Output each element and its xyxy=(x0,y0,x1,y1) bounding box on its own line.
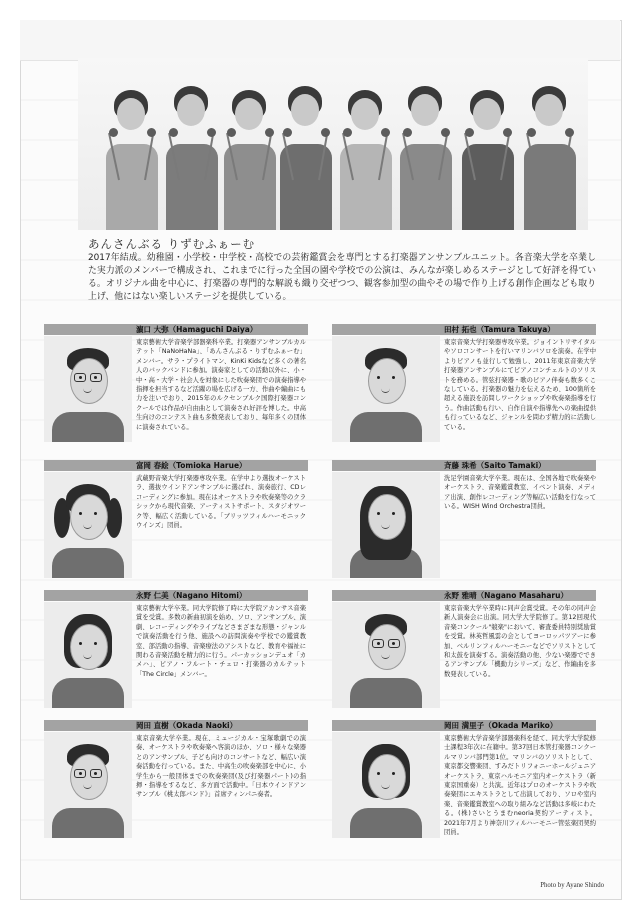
group-member-figure xyxy=(100,80,164,230)
member-bio: 東京藝術大学卒業。同大学院修了時に大学院アカンサス音楽賞を受賞。多数の新曲初演を始め、ソロ、アンサンブル、演劇、レコーディングやライブなどさまざまな形態・ジャンルで演奏活動を行う他、施設への訪問演奏や学校での鑑賞教室、部活動の指導、音楽療法のアシストなど、教育や福祉に関わる音楽活動を精力的に行う。パーカッションデュオ「カメハ」、ピアノ・フルート・チェロ・打楽器のカルテット「The Circle」メンバー。 xyxy=(136,605,306,678)
portrait-illustration xyxy=(44,336,132,442)
member-card xyxy=(332,324,596,444)
member-card xyxy=(44,720,308,840)
group-member-figure xyxy=(274,80,338,230)
member-name: 田村 拓也（Tamura Takuya） xyxy=(332,324,596,335)
member-bio: 武蔵野音楽大学打楽器専攻卒業。在学中より選抜オーケストラ、選抜ウインドアンサンブルに選ばれ、演奏旅行、CDレコーディングに参加。現在はオーケストラや吹奏楽等のクラシックから現代音楽、アーティストサポート、スタジオワーク等、幅広く活動している。「ブリッツフィルハーモニックウインズ」団員。 xyxy=(136,475,306,530)
member-bio: 東京音楽大学卒業。現在、ミュージカル・宝塚歌劇での演奏、オーケストラや吹奏楽へ客演のほか、ソロ・様々な楽器とのアンサンブル、子ども向けのコンサートなど、幅広い演奏活動を行っている。また、中高生の吹奏楽部を中心に、小学生から一般団体までの吹奏楽団(及び打楽器パート)の指揮・指導をするなど、多方面で活動中。「日本ウインドアンサンブル《桃太郎バンド》」首席ティンパニ奏者。 xyxy=(136,735,307,799)
member-name: 永野 仁美（Nagano Hitomi） xyxy=(44,590,308,601)
member-name: 岡田 満里子（Okada Mariko） xyxy=(332,720,596,731)
member-card xyxy=(44,460,308,580)
group-member-figure xyxy=(518,80,582,230)
member-photo xyxy=(44,336,132,442)
group-member-figure xyxy=(334,80,398,230)
member-photo xyxy=(44,732,132,838)
portrait-illustration xyxy=(44,732,132,838)
member-bio: 東京音楽大学卒業時に同声会賞受賞。その年の同声会新人演奏会に出演。同大学大学院修了。第12回現代音楽コンクール"競楽"において、審査委員特別奨励賞を受賞。林英哲風雲の会としてヨーロッパツアーに参加、ベルリンフィルハーモニーなどでソリストとして和太鼓を演奏する。演奏活動の他、少ない楽器でできるアンサンブル「機動力シリーズ」など、作編曲を多数発表している。 xyxy=(444,605,596,678)
member-card xyxy=(332,590,596,710)
group-member-figure xyxy=(218,80,282,230)
member-photo xyxy=(332,472,440,578)
portrait-illustration xyxy=(332,602,440,708)
group-photo xyxy=(78,58,588,230)
group-member-figure xyxy=(456,80,520,230)
member-card xyxy=(44,324,308,444)
member-bio: 洗足学園音楽大学卒業。現在は、全国各地で吹奏楽やオーケストラ、音楽鑑賞教室、イベント演奏、メディア出演、創作レコーディング等幅広い活動を行なっている。WISH Wind Orchestra団員。 xyxy=(444,475,596,511)
portrait-illustration xyxy=(332,732,440,838)
portrait-illustration xyxy=(332,336,440,442)
member-bio: 東京藝術大学音楽学部器楽科を経て、同大学大学院修士課程3年次に在籍中。第37回日本管打楽器コンクールマリンバ部門第1位。マリンバのソリストとして、東京都交響楽団、すみだトリフォニーホールジュニアオーケストラ、東京ハルモニア室内オーケストラ（新東京国重奏）と共演。近年はプロのオーケストラや吹奏楽団にエキストラとして出演しており、ソロや室内楽、音楽鑑賞教室への取り組みなど活動は多岐にわたる。(株)さいとうまむneoria契約アーティスト。2021年7月より神奈川フィルハーモニー管弦楽団契約団員。 xyxy=(444,735,596,837)
portrait-illustration xyxy=(44,472,132,578)
member-photo xyxy=(332,602,440,708)
member-name: 濵口 大弥（Hamaguchi Daiya） xyxy=(44,324,308,335)
group-member-figure xyxy=(160,80,224,230)
member-bio: 東京藝術大学音楽学部器楽科卒業。打楽器アンサンブルカルテット「NaNoHaNa」、「あんさんぶる・りずむふぁーむ」メンバー。サラ・プライトマン、KinKi Kidsなど多くの著名人のバックバンドに参加。演奏家としての活動以外に、小・中・高・大学・社会人を対象にした吹奏楽団での演奏指導や指揮を担当するなど活躍の場を広げる一方、作曲や編曲にも力を注いでおり、2015年のルクセンブルク国際打楽器コンクールでは作品が自由曲として演奏され好評を博した。中高生向けのコンテスト曲も多数発表しており、毎年多くの団体に演奏されている。 xyxy=(136,339,307,431)
group-intro: 2017年結成。幼稚園・小学校・中学校・高校での芸術鑑賞会を専門とする打楽器アンサンブルユニット。各音楽大学を卒業した実力派のメンバーで構成され、これまでに行った全国の園や学校での公演は、みんなが楽しめるステージとして好評を得ている。オリジナル曲を中心に、打楽器の専門的な解説も織り交ぜつつ、観客参加型の曲やその場で作り上げる創作企画なども取り上げ、他にはない楽しいステージを提供している。 xyxy=(88,253,596,302)
member-photo xyxy=(44,602,132,708)
group-name: あんさんぶる りずむふぁーむ xyxy=(88,237,256,251)
top-band xyxy=(20,20,620,61)
member-name: 岡田 直樹（Okada Naoki） xyxy=(44,720,308,731)
member-photo xyxy=(332,336,440,442)
photo-credit: Photo by Ayane Shindo xyxy=(540,882,604,889)
portrait-illustration xyxy=(44,602,132,708)
member-photo xyxy=(332,732,440,838)
member-card xyxy=(332,720,596,840)
member-photo xyxy=(44,472,132,578)
group-member-figure xyxy=(394,80,458,230)
member-name: 斉藤 珠希（Saito Tamaki） xyxy=(332,460,596,471)
member-name: 永野 雅晴（Nagano Masaharu） xyxy=(332,590,596,601)
member-name: 富岡 春絵（Tomioka Harue） xyxy=(44,460,308,471)
member-card xyxy=(332,460,596,580)
member-card xyxy=(44,590,308,710)
portrait-illustration xyxy=(332,472,440,578)
member-bio: 東京音楽大学打楽器専攻卒業。ジョイントリサイタルやソロコンサートを行いマリンバソロを演奏。在学中よりピアノも並行して勉強し、2011年東京音楽大学打楽器アンサンブルにてピアノコンチェルトのソリストを務める。管弦打楽器・歌のピアノ伴奏も数多くこなしている。打楽器の魅力を伝えるため、100箇所を超える施設を訪問しワークショップや吹奏楽指導を行う。作曲活動も行い、自作自演や指導先への楽曲提供も行っているなど、ジャンルを問わず精力的に活動している。 xyxy=(444,339,596,431)
